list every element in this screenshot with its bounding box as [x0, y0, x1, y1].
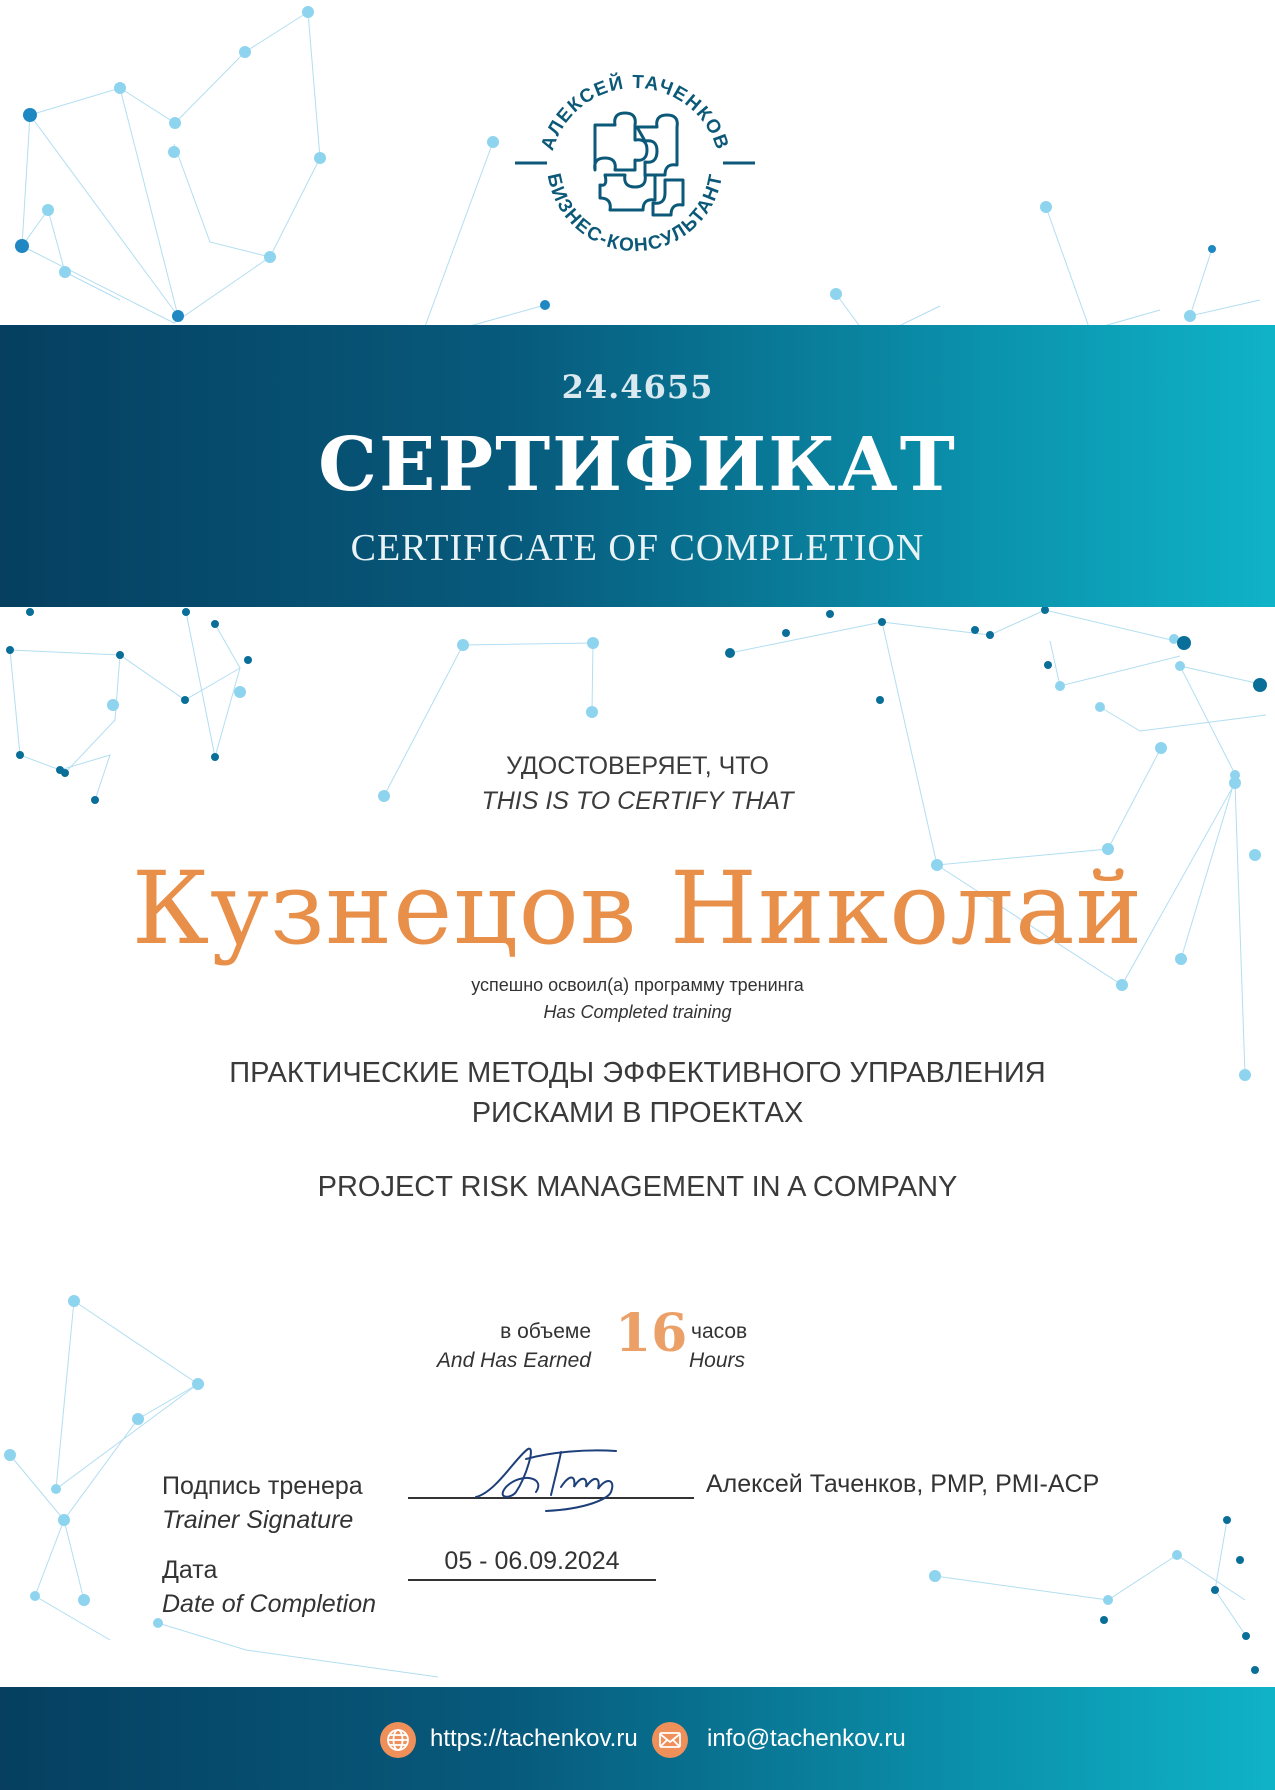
logo-top-text: АЛЕКСЕЙ ТАЧЕНКОВ [537, 71, 733, 154]
certificate-title: СЕРТИФИКАТ [318, 422, 957, 508]
logo-bottom-text: БИЗНЕС-КОНСУЛЬТАНТ [542, 171, 728, 257]
signature-label-en: Trainer Signature [162, 1506, 354, 1534]
course-title-ru-line2: РИСКАМИ В ПРОЕКТАХ [471, 1097, 804, 1129]
date-label-ru: Дата [162, 1556, 218, 1584]
completed-ru: успешно освоил(а) программу тренинга [471, 975, 804, 995]
puzzle-icon [595, 113, 683, 215]
certify-en: THIS IS TO CERTIFY THAT [481, 787, 794, 815]
trainer-name: Алексей Таченков, PMP, PMI-ACP [706, 1470, 1100, 1498]
volume-prefix-en: And Has Earned [436, 1349, 591, 1372]
hours-suffix-en: Hours [689, 1349, 746, 1372]
recipient-name: Кузнецов Николай [131, 850, 1144, 967]
hours-count: 16 [615, 1303, 688, 1364]
certify-ru: УДОСТОВЕРЯЕТ, ЧТО [506, 752, 769, 780]
svg-text:БИЗНЕС-КОНСУЛЬТАНТ [543, 171, 728, 256]
globe-icon [380, 1722, 416, 1758]
date-line [408, 1579, 656, 1581]
logo-emblem [505, 45, 765, 285]
email-link[interactable]: info@tachenkov.ru [707, 1725, 906, 1752]
certificate-subtitle: CERTIFICATE OF COMPLETION [350, 527, 925, 569]
hours-suffix-ru: часов [691, 1320, 748, 1343]
mail-icon [652, 1722, 688, 1758]
course-title-en: PROJECT RISK MANAGEMENT IN A COMPANY [317, 1171, 958, 1203]
company-logo [505, 45, 765, 285]
completed-en: Has Completed training [543, 1002, 732, 1022]
certificate-number: 24.4655 [561, 368, 714, 406]
signature-label-ru: Подпись тренера [162, 1472, 363, 1500]
website-link[interactable]: https://tachenkov.ru [430, 1725, 638, 1752]
volume-prefix-ru: в объеме [500, 1320, 591, 1343]
date-label-en: Date of Completion [162, 1590, 377, 1618]
completion-date: 05 - 06.09.2024 [444, 1547, 620, 1575]
course-title-ru-line1: ПРАКТИЧЕСКИЕ МЕТОДЫ ЭФФЕКТИВНОГО УПРАВЛЕНИЯ [229, 1057, 1046, 1089]
trainer-signature [466, 1437, 646, 1517]
course-title-ru [0, 1053, 1275, 1133]
